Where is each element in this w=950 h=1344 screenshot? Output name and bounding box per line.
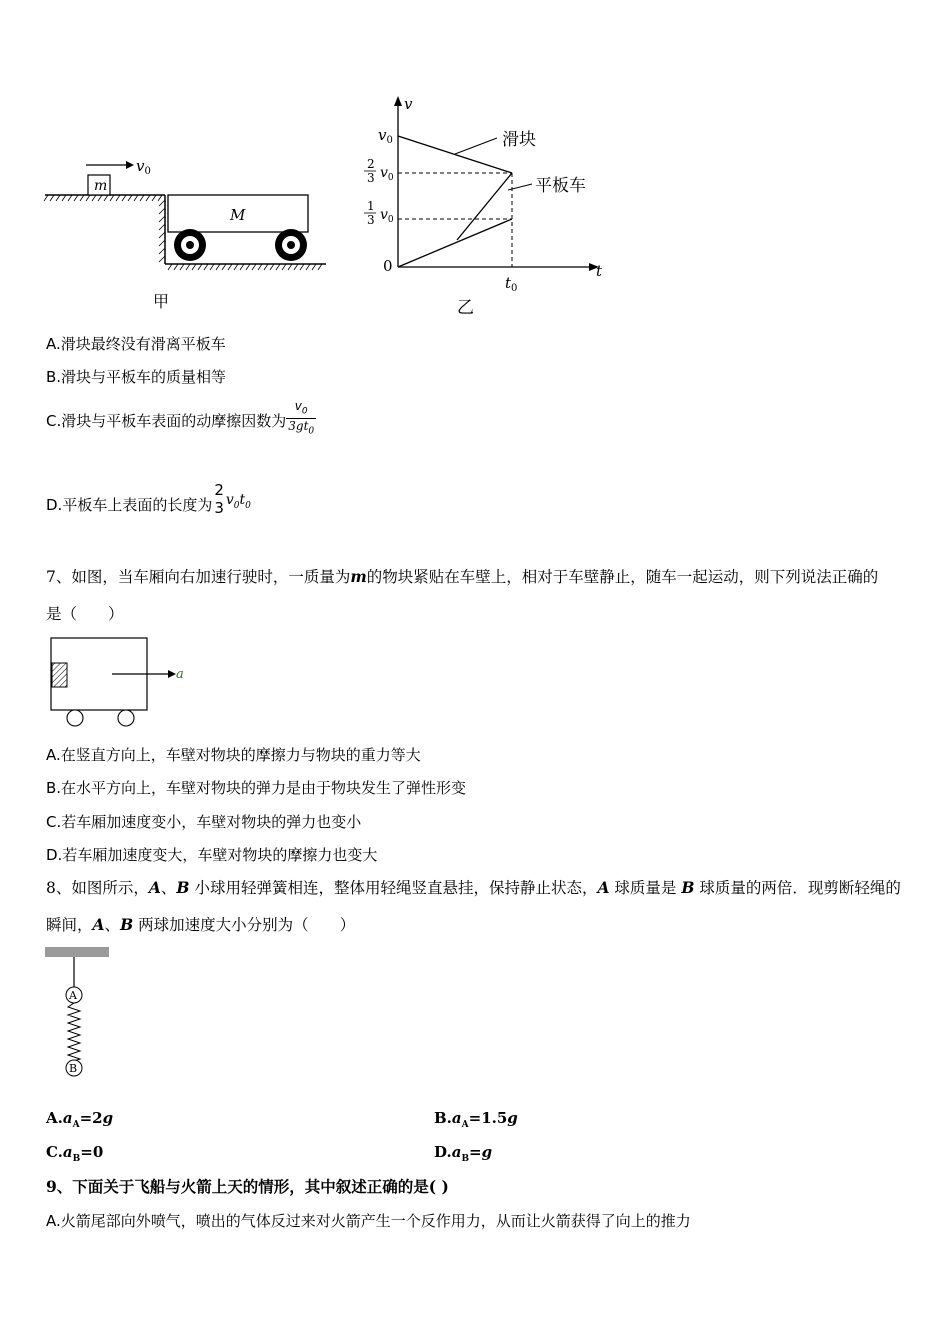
svg-text:v0: $v_0$ <box>378 126 393 146</box>
wheel-right <box>118 710 134 726</box>
q6-option-b: B.滑块与平板车的质量相等 <box>46 368 227 386</box>
svg-text:B: B <box>69 1062 78 1075</box>
svg-text:3: 3 <box>367 213 375 227</box>
svg-text:2: 2 <box>367 157 375 171</box>
figure-yi <box>345 92 625 322</box>
wheel-right <box>275 229 307 261</box>
q8-option-d: $D.a_B=g$ <box>434 1143 493 1164</box>
svg-text:A: A <box>69 989 77 1002</box>
line-block <box>398 136 512 173</box>
svg-text:1: 1 <box>367 199 375 213</box>
label-a: a <box>176 667 184 682</box>
axis-v-label: v <box>404 95 413 113</box>
q8-option-c: $C.a_B=0$ <box>46 1143 104 1164</box>
svg-text:v0: $v_0$ <box>136 157 151 177</box>
svg-text:v0: $v_0$ <box>380 207 394 225</box>
caption-yi: 乙 <box>457 298 474 318</box>
q7-option-a: A.在竖直方向上，车壁对物块的摩擦力与物块的重力等大 <box>46 746 421 764</box>
q9-stem: 9、下面关于飞船与火箭上天的情形，其中叙述正确的是( ) <box>46 1177 449 1196</box>
tick-13v0: v <box>380 207 388 223</box>
tick-v0: v <box>378 126 387 144</box>
q7-stem-line1: 7、如图，当车厢向右加速行驶时，一质量为m的物块紧贴在车壁上，相对于车壁静止，随车一起运动，则下列说法正确的 <box>46 567 879 586</box>
origin-label: 0 <box>383 257 393 275</box>
q7-option-b: B.在水平方向上，车壁对物块的弹力是由于物块发生了弹性形变 <box>46 779 467 797</box>
svg-text:3: 3 <box>367 171 375 185</box>
q8-stem-line1: 8、如图所示，A、B 小球用轻弹簧相连，整体用轻绳竖直悬挂，保持静止状态，A 球质量是 B 球质量的两倍．现剪断轻绳的 <box>46 878 901 897</box>
q8-option-a: $A.a_A=2g$ <box>46 1109 114 1130</box>
q6-option-a: A.滑块最终没有滑离平板车 <box>46 335 226 353</box>
wheel-left <box>174 229 206 261</box>
label-cart: 平板车 <box>535 176 586 196</box>
spring <box>68 1003 80 1061</box>
q6-option-d: D.平板车上表面的长度为 2 3 $v_0t_0$ <box>46 480 251 517</box>
label-m: m <box>94 178 108 194</box>
tick-t0: t <box>505 274 512 292</box>
q7-option-c: C.若车厢加速度变小，车壁对物块的弹力也变小 <box>46 813 362 831</box>
axis-t-label: t <box>596 262 603 280</box>
figure-q8-spring <box>40 943 120 1083</box>
tick-23v0: v <box>380 165 388 181</box>
q6-option-c: C.滑块与平板车表面的动摩擦因数为 $\frac{v_0}{3gt_0}$ <box>46 398 315 437</box>
figure-jia <box>40 150 340 320</box>
q8-stem-line2: 瞬间，A、B 两球加速度大小分别为（ ） <box>46 915 356 934</box>
wheel-left <box>67 710 83 726</box>
caption-jia: 甲 <box>153 292 170 311</box>
q9-option-a: A.火箭尾部向外喷气，喷出的气体反过来对火箭产生一个反作用力，从而让火箭获得了向上的推力 <box>46 1212 691 1230</box>
label-v0: v <box>136 157 145 175</box>
label-block: 滑块 <box>502 130 536 150</box>
q8-option-b: $B.a_A=1.5g$ <box>434 1109 518 1130</box>
figure-q7-carriage <box>46 632 196 732</box>
line-cart <box>398 219 512 267</box>
label-M: M <box>230 206 246 224</box>
q7-stem-line2: 是（ ） <box>46 605 124 623</box>
q7-option-d: D.若车厢加速度变大，车壁对物块的摩擦力也变大 <box>46 846 378 864</box>
svg-text:t0: $t_0$ <box>505 274 518 294</box>
svg-text:v0: $v_0$ <box>380 165 394 183</box>
block-on-wall <box>52 663 67 687</box>
